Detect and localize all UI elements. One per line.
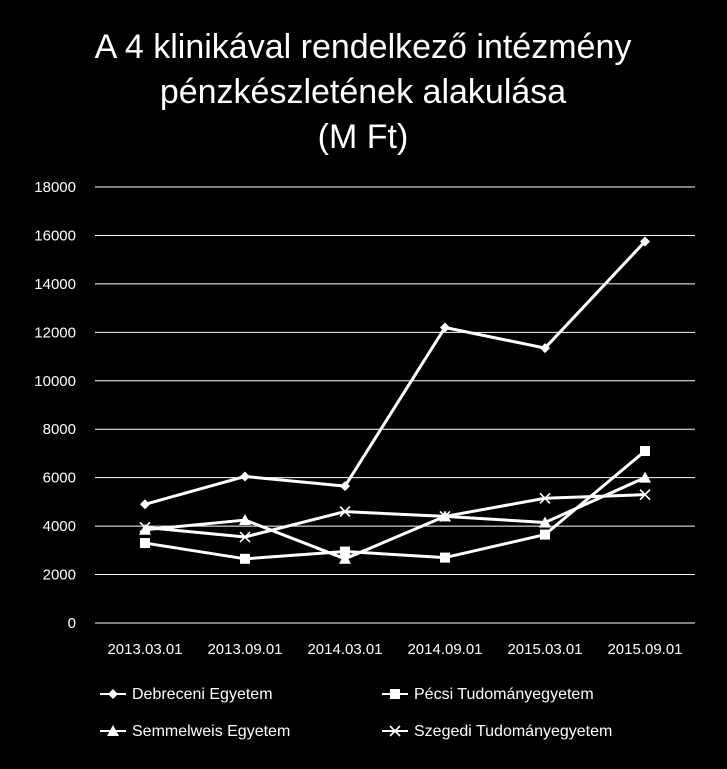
y-tick-label: 2000: [42, 566, 76, 584]
data-point-marker: [240, 554, 250, 564]
x-tick-label: 2015.03.01: [507, 641, 583, 658]
legend-marker: [108, 689, 118, 699]
x-axis-tick-labels: [107, 641, 682, 658]
y-tick-label: 18000: [34, 179, 76, 196]
data-point-marker: [140, 538, 150, 548]
y-tick-label: 14000: [34, 275, 76, 293]
data-point-marker: [440, 553, 450, 563]
legend-label: Szegedi Tudományegyetem: [414, 723, 613, 740]
x-tick-label: 2014.09.01: [407, 641, 483, 658]
series-line: [145, 495, 645, 537]
legend-item: [382, 686, 594, 703]
legend: [100, 686, 612, 740]
data-point-marker: [240, 471, 250, 481]
x-tick-label: 2015.09.01: [607, 641, 683, 658]
y-tick-label: 8000: [42, 421, 76, 439]
legend-label: Semmelweis Egyetem: [132, 723, 291, 740]
y-tick-label: 12000: [34, 324, 76, 342]
legend-label: Debreceni Egyetem: [132, 686, 273, 703]
legend-item: [382, 723, 612, 740]
y-tick-label: 0: [67, 615, 76, 632]
y-tick-label: 6000: [42, 469, 76, 487]
data-series: [139, 237, 651, 564]
legend-marker: [390, 689, 400, 699]
y-tick-label: 4000: [42, 518, 76, 536]
series-4: [140, 490, 650, 542]
series-1: [140, 237, 650, 510]
series-2: [140, 446, 650, 564]
data-point-marker: [640, 446, 650, 456]
title-line-3: (M Ft): [317, 118, 409, 156]
x-tick-label: 2013.09.01: [207, 641, 283, 658]
title-line-2: pénzkészletének alakulása: [159, 73, 567, 111]
series-line: [145, 242, 645, 505]
x-tick-label: 2013.03.01: [107, 641, 183, 658]
series-line: [145, 478, 645, 559]
series-line: [145, 451, 645, 559]
chart-title: [95, 28, 632, 156]
data-point-marker: [540, 530, 550, 540]
y-tick-label: 10000: [34, 372, 76, 390]
legend-item: [100, 686, 273, 703]
title-line-1: A 4 klinikával rendelkező intézmény: [94, 28, 632, 66]
legend-label: Pécsi Tudományegyetem: [414, 686, 594, 703]
x-tick-label: 2014.03.01: [307, 641, 383, 658]
y-tick-label: 16000: [34, 227, 76, 245]
legend-item: [100, 723, 290, 740]
data-point-marker: [140, 499, 150, 509]
y-axis-tick-labels: [34, 179, 76, 632]
